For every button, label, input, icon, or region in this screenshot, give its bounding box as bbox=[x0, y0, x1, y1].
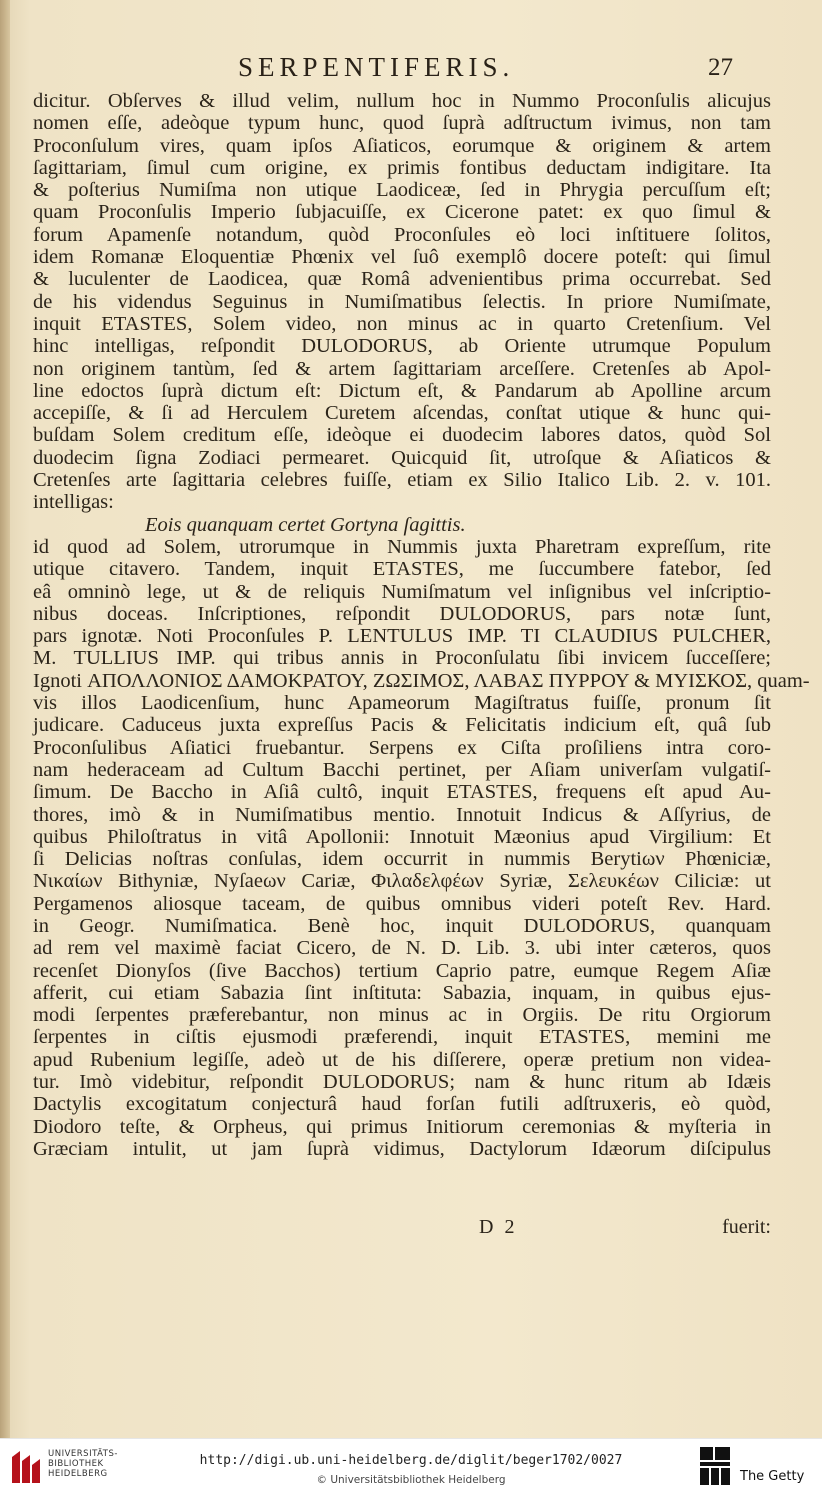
signature-mark: D 2 bbox=[479, 1216, 518, 1238]
text-line: modi ſerpentes præferebantur, non minus ac in Orgiis. De ritu Orgiorum bbox=[33, 1004, 771, 1027]
text-line: M. TULLIUS IMP. qui tribus annis in Proconſulatu ſibi invicem ſucceſſere; bbox=[33, 647, 771, 670]
text-line: apud Rubenium legiſſe, adeò ut de his diſſerere, operæ pretium non videa- bbox=[33, 1048, 771, 1071]
body-text bbox=[33, 90, 810, 1160]
text-line: line edoctos ſuprà dictum eſt: Dictum eſt, & Pandarum ab Apolline arcum bbox=[33, 379, 771, 402]
partner-name: The Getty bbox=[740, 1469, 805, 1484]
viewer-footer bbox=[0, 1438, 822, 1500]
text-line: thores, imò & in Numiſmatibus mentio. Innotuit Indicus & Aſſyrius, de bbox=[33, 803, 771, 826]
text-line: nomen eſſe, adeòque typum hunc, quod ſuprà adſtructum ivimus, non tam bbox=[33, 112, 771, 135]
text-line: & poſterius Numiſma non utique Laodiceæ, ſed in Phrygia percuſſum eſt; bbox=[33, 179, 771, 202]
text-line: nibus doceas. Inſcriptiones, reſpondit DULODORUS, pars notæ ſunt, bbox=[33, 602, 771, 625]
text-line: Ignoti ΑΠΟΛΛΟΝΙΟΣ ΔΑΜΟΚΡΑΤΟΥ, ΖΩΣΙΜΟΣ, ΛΑΒΑΣ ΠΥΡΡΟΥ & ΜΥΙΣΚΟΣ, quam- bbox=[33, 669, 810, 692]
text-line: eâ omninò lege, ut & de reliquis Numiſmatum vel inſignibus vel inſcriptio- bbox=[33, 580, 771, 603]
text-line: ſi Delicias noſtras conſulas, idem occurrit in nummis Berytiων Phœniciæ, bbox=[33, 848, 771, 871]
text-line: ad rem vel maximè faciat Cicero, de N. D. Lib. 3. ubi inter cæteros, quos bbox=[33, 937, 771, 960]
text-line: judicare. Caduceus juxta expreſſus Pacis & Felicitatis indicium eſt, quâ ſub bbox=[33, 714, 771, 737]
text-line: quam Proconſulis Imperio ſubjacuiſſe, ex Cicerone patet: ex quo ſimul & bbox=[33, 201, 771, 224]
copyright-notice: © Universitätsbibliothek Heidelberg bbox=[316, 1474, 506, 1486]
text-line: nam hederaceam ad Cultum Bacchi pertinet, per Aſiam univerſam vulgatiſ- bbox=[33, 758, 771, 781]
text-line: ſerpentes in ciſtis ejusmodi præferendi, inquit ETASTES, memini me bbox=[33, 1026, 771, 1049]
library-name-line: HEIDELBERG bbox=[48, 1469, 108, 1479]
text-line: intelligas: bbox=[33, 491, 114, 514]
text-line: quibus Philoſtratus in vitâ Apollonii: Innotuit Mæonius apud Virgilium: Et bbox=[33, 825, 771, 848]
getty-logo-icon bbox=[700, 1447, 730, 1485]
text-line: in Geogr. Numiſmatica. Benè hoc, inquit DULODORUS, quanquam bbox=[33, 914, 771, 937]
text-line: Νικαίων Bithyniæ, Nyſaeων Cariæ, Φιλαδελφέων Syriæ, Σελευκέων Ciliciæ: ut bbox=[33, 870, 771, 893]
text-line: buſdam Solem creditum eſſe, ideòque ei duodecim labores datos, quòd Sol bbox=[33, 424, 771, 447]
text-line: Diodoro teſte, & Orpheus, qui primus Initiorum ceremonias & myſteria in bbox=[33, 1115, 771, 1138]
text-line: Pergamenos aliosque taceam, de quibus omnibus videri poteſt Rev. Hard. bbox=[33, 892, 771, 915]
text-line: & luculenter de Laodicea, quæ Româ advenientibus prima occurrebat. Sed bbox=[33, 268, 771, 291]
text-line: vis illos Laodicenſium, hunc Apameorum Magiſtratus fuiſſe, pronum ſit bbox=[33, 692, 771, 715]
text-line: Cretenſes arte ſagittaria celebres fuiſſe, etiam ex Silio Italico Lib. 2. v. 101. bbox=[33, 469, 771, 492]
text-line: hinc intelligas, reſpondit DULODORUS, ab Oriente utrumque Populum bbox=[33, 335, 771, 358]
running-title: SERPENTIFERIS. bbox=[238, 52, 515, 82]
text-line: forum Apamenſe notandum, quòd Proconſules eò loci inſtituere ſolitos, bbox=[33, 223, 771, 246]
text-line: Græciam intulit, ut jam ſuprà vidimus, Dactylorum Idæorum diſcipulus bbox=[33, 1137, 771, 1160]
running-head bbox=[0, 52, 822, 92]
text-line: de his videndus Seguinus in Numiſmatibus ſelectis. In priore Numiſmate, bbox=[33, 290, 771, 313]
signature-line bbox=[33, 1216, 771, 1240]
page-number: 27 bbox=[708, 54, 733, 81]
text-line: pars ignotæ. Noti Proconſules P. LENTULUS IMP. TI CLAUDIUS PULCHER, bbox=[33, 625, 771, 648]
text-line: duodecim ſigna Zodiaci permearet. Quicquid ſit, utroſque & Aſiaticos & bbox=[33, 446, 771, 469]
library-name-line: BIBLIOTHEK bbox=[48, 1459, 104, 1469]
text-line: ſimum. De Baccho in Aſiâ cultô, inquit ETASTES, frequens eſt apud Au- bbox=[33, 781, 771, 804]
text-line: recenſet Dionyſos (ſive Bacchos) tertium Caprio patre, eumque Regem Aſiæ bbox=[33, 959, 771, 982]
text-line: Proconſulibus Aſiatici fruebantur. Serpens ex Ciſta proſiliens intra coro- bbox=[33, 736, 771, 759]
text-line: afferit, cui etiam Sabazia ſint inſtituta: Sabazia, inquam, in quibus ejus- bbox=[33, 981, 771, 1004]
text-line: tur. Imò videbitur, reſpondit DULODORUS; nam & hunc ritum ab Idæis bbox=[33, 1071, 771, 1094]
catchword: fuerit: bbox=[722, 1216, 771, 1238]
text-line: Proconſulum vires, quam ipſos Aſiaticos, eorumque & originem & artem bbox=[33, 134, 771, 157]
library-name-line: UNIVERSITÄTS- bbox=[48, 1449, 118, 1459]
text-line: non originem tantùm, ſed & artem ſagittariam arceſſere. Cretenſes ab Apol- bbox=[33, 357, 771, 380]
text-line: idem Romanæ Eloquentiæ Phœnix vel ſuô exemplô docere poteſt: qui ſimul bbox=[33, 246, 771, 269]
text-line: ſagittariam, ſimul cum origine, ex primis fontibus deductam indigitare. Ita bbox=[33, 156, 771, 179]
quotation-line: Eois quanquam certet Gortyna ſagittis. bbox=[145, 513, 466, 536]
page-edge bbox=[0, 0, 10, 1438]
text-line: id quod ad Solem, utrorumque in Nummis juxta Pharetram expreſſum, rite bbox=[33, 535, 771, 558]
permalink bbox=[0, 1453, 822, 1468]
text-line: Dactylis excogitatum conjecturâ haud forſan futili adſtruxeris, eò quòd, bbox=[33, 1093, 771, 1116]
permalink-link[interactable]: http://digi.ub.uni-heidelberg.de/diglit/beger1702/0027 bbox=[199, 1453, 623, 1468]
text-line: inquit ETASTES, Solem video, non minus ac in quarto Cretenſium. Vel bbox=[33, 312, 771, 335]
text-line: utique citavero. Tandem, inquit ETASTES, me ſuccumbere fatebor, ſed bbox=[33, 558, 771, 581]
text-line: accepiſſe, & ſi ad Herculem Curetem aſcendas, conſtat utique & hunc qui- bbox=[33, 402, 771, 425]
text-line: dicitur. Obſerves & illud velim, nullum hoc in Nummo Proconſulis alicujus bbox=[33, 90, 771, 112]
